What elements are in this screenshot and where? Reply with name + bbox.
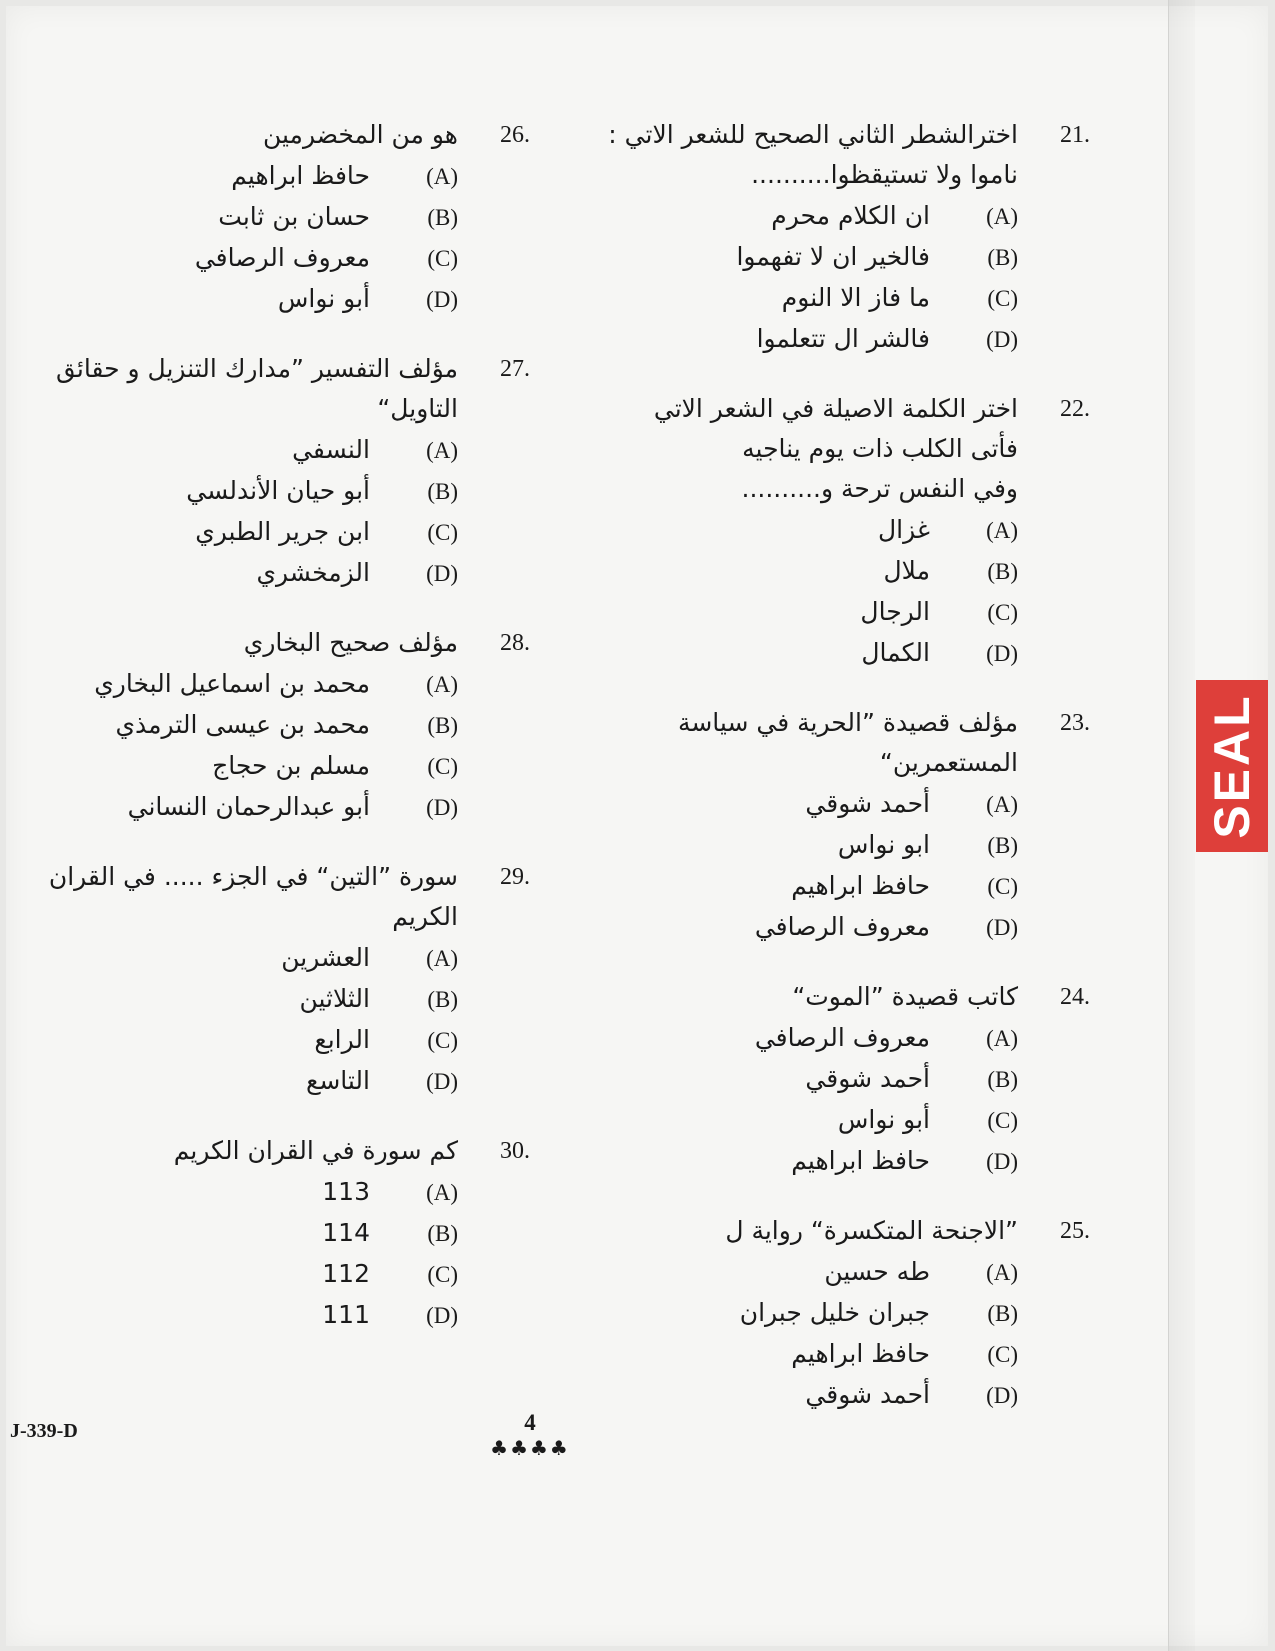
answer-option (30, 1253, 530, 1294)
option-text: 114 (322, 1218, 370, 1247)
option-label: (B) (427, 987, 458, 1012)
answer-option (30, 1212, 530, 1253)
option-label: (C) (427, 246, 458, 271)
option-text: أحمد شوقي (805, 1380, 930, 1409)
option-label: (C) (987, 1342, 1018, 1367)
option-text: ملال (883, 556, 930, 585)
option-label: (D) (986, 1383, 1018, 1408)
question-stem (560, 977, 1090, 1017)
question-text-line: وفي النفس ترحة و.......... (741, 474, 1018, 503)
question-number: 21. (1060, 122, 1090, 148)
answer-option (560, 236, 1090, 277)
question-stem (560, 115, 1090, 195)
left-column (30, 115, 530, 1365)
option-label: (D) (986, 327, 1018, 352)
answer-option (30, 1019, 530, 1060)
question-26 (30, 115, 530, 319)
option-text: غزال (878, 515, 930, 544)
option-text: أبو عبدالرحمان النساني (127, 792, 370, 821)
answer-option (30, 237, 530, 278)
paper-code: J-339-D (10, 1420, 78, 1442)
answer-option (560, 1374, 1090, 1415)
option-label: (C) (987, 1108, 1018, 1133)
option-text: 111 (322, 1300, 370, 1329)
option-text: الرجال (860, 597, 930, 626)
answer-option (560, 318, 1090, 359)
question-number: 29. (500, 864, 530, 890)
option-text: أبو نواس (837, 1105, 930, 1134)
answer-option (560, 1058, 1090, 1099)
answer-option (30, 1294, 530, 1335)
option-label: (A) (426, 438, 458, 463)
option-label: (D) (426, 561, 458, 586)
question-27 (30, 349, 530, 593)
seal-text: SEAL (1204, 693, 1260, 839)
option-label: (D) (986, 1149, 1018, 1174)
option-label: (A) (986, 792, 1018, 817)
question-stem (30, 857, 530, 937)
question-text-line: ”الاجنحة المتكسرة“ رواية ل (725, 1216, 1018, 1245)
option-text: التاسع (306, 1066, 370, 1095)
answer-option (30, 978, 530, 1019)
answer-option (560, 783, 1090, 824)
question-22 (560, 389, 1090, 673)
option-label: (C) (427, 754, 458, 779)
option-label: (D) (986, 915, 1018, 940)
option-text: حافظ ابراهيم (231, 161, 370, 190)
option-text: ما فاز الا النوم (781, 283, 930, 312)
question-stem (30, 1131, 530, 1171)
option-label: (A) (986, 518, 1018, 543)
option-text: 112 (322, 1259, 370, 1288)
right-column (560, 115, 1090, 1445)
question-text-line: فأتى الكلب ذات يوم يناجيه (742, 434, 1018, 463)
answer-option (30, 429, 530, 470)
answer-option (560, 906, 1090, 947)
seal-label (1196, 680, 1268, 852)
answer-option (560, 550, 1090, 591)
question-number: 22. (1060, 396, 1090, 422)
option-label: (C) (427, 1028, 458, 1053)
answer-option (560, 1099, 1090, 1140)
question-text-line: مؤلف التفسير ”مدارك التنزيل و حقائق (56, 354, 458, 383)
question-stem (30, 349, 530, 429)
answer-option (560, 509, 1090, 550)
option-label: (B) (987, 1301, 1018, 1326)
question-stem (560, 703, 1090, 783)
option-text: ان الكلام محرم (771, 201, 930, 230)
answer-option (30, 511, 530, 552)
question-23 (560, 703, 1090, 947)
answer-option (560, 591, 1090, 632)
option-label: (A) (426, 1180, 458, 1205)
question-text-line: مؤلف قصيدة ”الحرية في سياسة المستعمرين“ (677, 708, 1018, 777)
option-label: (B) (427, 713, 458, 738)
question-24 (560, 977, 1090, 1181)
option-text: الثلاثين (299, 984, 370, 1013)
question-text-line: سورة ”التين“ في الجزء ..... في القران الكريم (48, 862, 458, 931)
option-label: (B) (987, 245, 1018, 270)
answer-option (560, 824, 1090, 865)
option-text: الزمخشري (256, 558, 370, 587)
answer-option (560, 277, 1090, 318)
question-text-line: اختر الكلمة الاصيلة في الشعر الاتي (653, 394, 1018, 423)
answer-option (560, 1140, 1090, 1181)
option-text: ابو نواس (837, 830, 930, 859)
option-label: (B) (987, 833, 1018, 858)
option-label: (A) (986, 1260, 1018, 1285)
option-text: ابن جرير الطبري (195, 517, 370, 546)
option-label: (B) (427, 1221, 458, 1246)
option-label: (D) (426, 1303, 458, 1328)
option-label: (B) (987, 559, 1018, 584)
option-text: حافظ ابراهيم (791, 1146, 930, 1175)
answer-option (30, 1060, 530, 1101)
question-text-line: كم سورة في القران الكريم (173, 1136, 458, 1165)
answer-option (30, 937, 530, 978)
option-label: (D) (426, 287, 458, 312)
question-number: 24. (1060, 984, 1090, 1010)
option-text: معروف الرصافي (754, 1023, 930, 1052)
question-21 (560, 115, 1090, 359)
option-text: طه حسين (824, 1257, 930, 1286)
answer-option (30, 704, 530, 745)
question-stem (560, 389, 1090, 509)
option-text: الكمال (861, 638, 930, 667)
option-label: (C) (987, 874, 1018, 899)
option-label: (B) (427, 479, 458, 504)
page-number: 4 (524, 1410, 536, 1435)
answer-option (560, 1292, 1090, 1333)
answer-option (30, 663, 530, 704)
answer-option (560, 1251, 1090, 1292)
option-label: (A) (986, 204, 1018, 229)
question-number: 28. (500, 630, 530, 656)
question-text-line: التاويل“ (377, 394, 458, 423)
question-30 (30, 1131, 530, 1335)
option-text: فالخير ان لا تفهموا (736, 242, 930, 271)
option-text: جبران خليل جبران (739, 1298, 930, 1327)
answer-option (30, 786, 530, 827)
option-label: (A) (426, 164, 458, 189)
option-label: (C) (427, 1262, 458, 1287)
option-label: (B) (427, 205, 458, 230)
option-text: النسفي (292, 435, 370, 464)
answer-option (30, 196, 530, 237)
option-text: حافظ ابراهيم (791, 871, 930, 900)
option-label: (B) (987, 1067, 1018, 1092)
question-number: 26. (500, 122, 530, 148)
option-label: (A) (426, 672, 458, 697)
option-text: 113 (322, 1177, 370, 1206)
option-label: (A) (426, 946, 458, 971)
option-text: محمد بن عيسى الترمذي (115, 710, 370, 739)
answer-option (30, 278, 530, 319)
option-text: فالشر ال تتعلموا (756, 324, 930, 353)
question-stem (30, 623, 530, 663)
option-label: (D) (426, 1069, 458, 1094)
option-label: (D) (426, 795, 458, 820)
answer-option (30, 745, 530, 786)
option-text: مسلم بن حجاج (212, 751, 370, 780)
question-stem (560, 1211, 1090, 1251)
option-label: (A) (986, 1026, 1018, 1051)
option-text: معروف الرصافي (194, 243, 370, 272)
option-text: محمد بن اسماعيل البخاري (94, 669, 370, 698)
question-stem (30, 115, 530, 155)
answer-option (560, 195, 1090, 236)
answer-option (560, 1017, 1090, 1058)
question-text-line: هو من المخضرمين (262, 120, 458, 149)
option-text: أحمد شوقي (805, 789, 930, 818)
option-text: أحمد شوقي (805, 1064, 930, 1093)
answer-option (560, 865, 1090, 906)
paper-edge (1168, 0, 1195, 1651)
question-29 (30, 857, 530, 1101)
option-label: (D) (986, 641, 1018, 666)
question-text-line: ناموا ولا تستيقظوا.......... (751, 160, 1018, 189)
option-text: حسان بن ثابت (218, 202, 370, 231)
answer-option (30, 155, 530, 196)
page-ornament: ♣♣♣♣ (490, 1436, 570, 1460)
answer-option (30, 552, 530, 593)
question-text-line: كاتب قصيدة ”الموت“ (792, 982, 1018, 1011)
answer-option (30, 470, 530, 511)
option-text: معروف الرصافي (754, 912, 930, 941)
option-text: حافظ ابراهيم (791, 1339, 930, 1368)
question-28 (30, 623, 530, 827)
answer-option (30, 1171, 530, 1212)
answer-option (560, 632, 1090, 673)
question-text-line: اخترالشطر الثاني الصحيح للشعر الاتي : (608, 120, 1018, 149)
question-number: 23. (1060, 710, 1090, 736)
question-text-line: مؤلف صحيح البخاري (243, 628, 458, 657)
option-label: (C) (987, 286, 1018, 311)
option-label: (C) (987, 600, 1018, 625)
option-text: الرابع (314, 1025, 370, 1054)
option-text: أبو حيان الأندلسي (186, 476, 370, 505)
question-25 (560, 1211, 1090, 1415)
option-text: أبو نواس (277, 284, 370, 313)
option-label: (C) (427, 520, 458, 545)
question-number: 30. (500, 1138, 530, 1164)
question-number: 27. (500, 356, 530, 382)
option-text: العشرين (281, 943, 370, 972)
question-number: 25. (1060, 1218, 1090, 1244)
answer-option (560, 1333, 1090, 1374)
